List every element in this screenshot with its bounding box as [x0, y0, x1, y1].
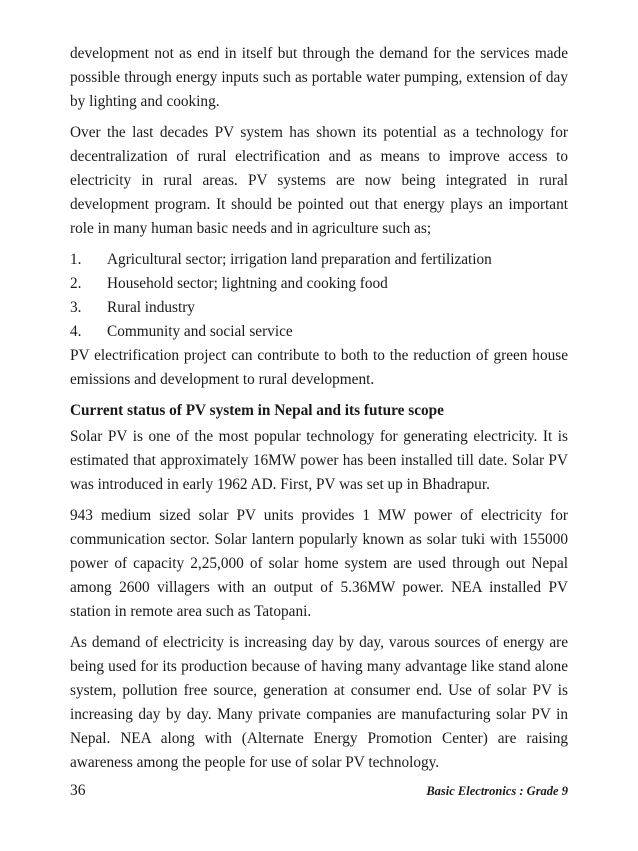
- list-item-number: 3.: [70, 299, 82, 316]
- paragraph-emissions: PV electrification project can contribute to both to the reduction of green house emissions and development to rural development.: [70, 347, 568, 388]
- list-item-number: 2.: [70, 275, 82, 292]
- list-item: [70, 320, 568, 344]
- list-item: [70, 296, 568, 320]
- page-content: [70, 42, 568, 782]
- paragraph-units: 943 medium sized solar PV units provides 1 MW power of electricity for communication sector. Solar lantern popularly known as solar tuki with 155000 power of capacity 2,25,000 of solar home system are used through out Nepal among 2600 villagers with an output of 5.36MW power. NEA installed PV station in remote area such as Tatopani.: [70, 507, 568, 620]
- book-title: Basic Electronics : Grade 9: [426, 784, 568, 798]
- list-item-number: 4.: [70, 323, 82, 340]
- list-item-text: Rural industry: [107, 299, 195, 316]
- page-footer: [70, 782, 568, 800]
- list-item: [70, 248, 568, 272]
- list-item-number: 1.: [70, 251, 82, 268]
- paragraph-intro: development not as end in itself but through the demand for the services made possible through energy inputs such as portable water pumping, extension of day by lighting and cooking.: [70, 45, 568, 110]
- list-item-text: Household sector; lightning and cooking food: [107, 275, 388, 292]
- list-item-text: Community and social service: [107, 323, 293, 340]
- paragraph-demand: As demand of electricity is increasing day by day, varous sources of energy are being used for its production because of having many advantage like stand alone system, pollution free source, generation at consumer end. Use of solar PV is increasing day by day. Many private companies are manufacturing solar PV in Nepal. NEA along with (Alternate Energy Promotion Center) are raising awareness among the people for use of solar PV technology.: [70, 634, 568, 771]
- page-number: 36: [70, 782, 86, 799]
- section-heading: Current status of PV system in Nepal and its future scope: [70, 402, 444, 419]
- paragraph-pv-potential: Over the last decades PV system has shown its potential as a technology for decentralization of rural electrification and as means to improve access to electricity in rural areas. PV systems are now being integrated in rural development program. It should be pointed out that energy plays an important role in many human basic needs and in agriculture such as;: [70, 124, 568, 237]
- list-item: [70, 272, 568, 296]
- numbered-list: [70, 248, 568, 344]
- list-item-text: Agricultural sector; irrigation land preparation and fertilization: [107, 251, 492, 268]
- paragraph-status: Solar PV is one of the most popular technology for generating electricity. It is estimated that approximately 16MW power has been installed till date. Solar PV was introduced in early 1962 AD. First, PV was set up in Bhadrapur.: [70, 428, 568, 493]
